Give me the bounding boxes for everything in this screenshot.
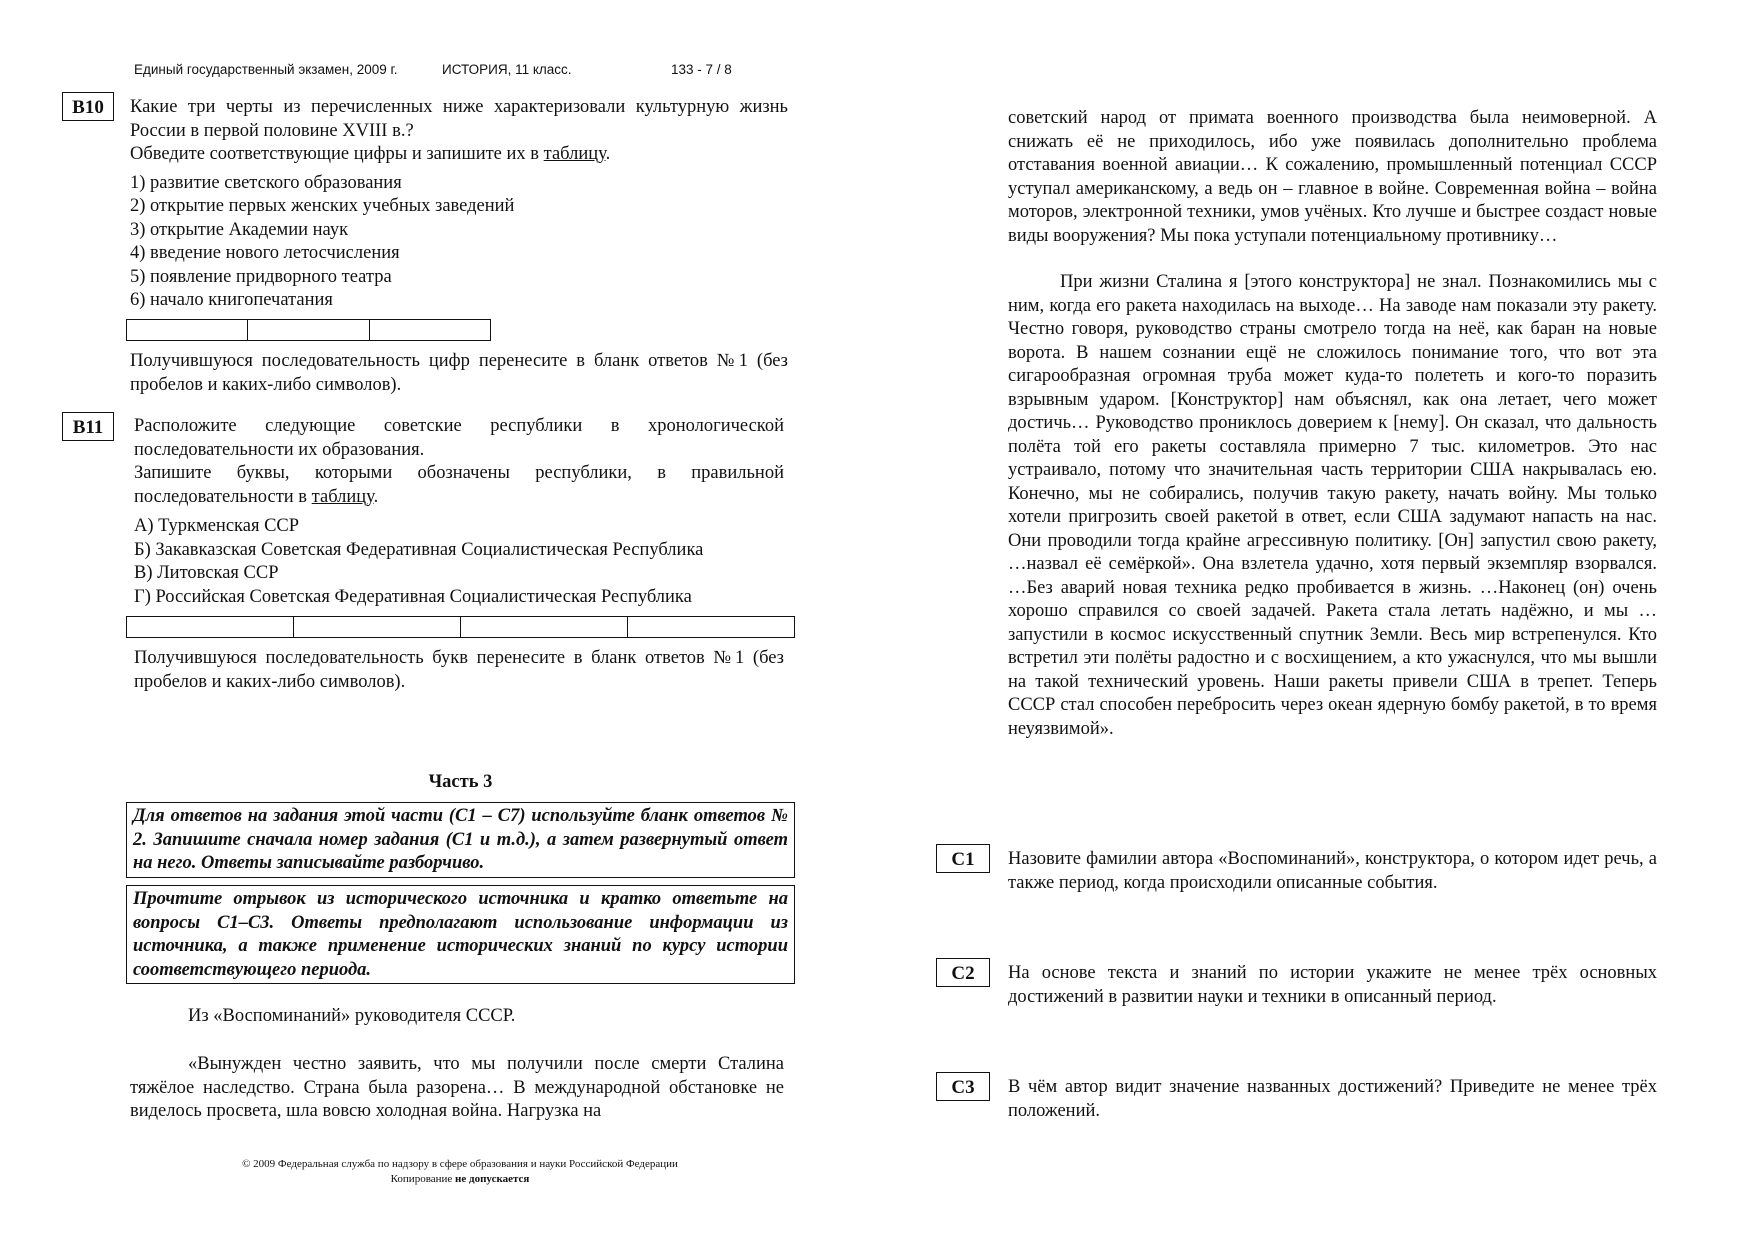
b11-question-text: Расположите следующие советские республики в хронологической последовательности их образования.: [134, 416, 784, 460]
source-text-paragraph-2: При жизни Сталина я [этого конструктора] не знал. Познакомились мы с ним, когда его ракета находилась на выходе… На заводе нам показали эту ракету. Честно говоря, руководство страны смотрело тогда на неё, как баран на новые ворота. В нашем сознании ещё не сложилось понимание того, что вот эта сигарообразная огромная труба может куда-то полететь и кого-то поразить взрывным ударом. [Конструктор] нам объяснял, как она летает, чего может достичь… Руководство прониклось доверием к [нему]. Он сказал, что дальность полёта той его ракеты составляла примерно 7 тыс. километров. Это нас устраивало, потому что значительная часть территории США накрывалась ею. Конечно, мы не собирались, получив такую ракету, начать войну. Мы только хотели пригрозить своей ракетой в ответ, если США задумают напасть на нас. Они проводили тогда крайне агрессивную политику. [Он] запустил свою ракету, …назвал её семёркой». Она взлетела удачно, хотя первый экземпляр взорвался. …Без аварий новая техника редко пробивается в жизнь. …Наконец (он) очень хорошо справился со своей задачей. Ракета стала летать надёжно, и мы …запустили в космос искусственный спутник Земли. Весь мир встрепенулся. Кто встретил эти полёты радостно и с восхищением, а кто ужаснулся, что мы вышли на такой технический уровень. Наши ракеты привели США в трепет. Теперь СССР стал способен перебросить через океан ядерную бомбу ракетой, в то время неуязвимой».: [1008, 272, 1657, 739]
b10-answer-table[interactable]: [126, 319, 491, 341]
footer-copy-prefix: Копирование: [390, 1173, 456, 1185]
c1-question: Назовите фамилии автора «Воспоминаний», конструктора, о котором идет речь, а также период, когда происходили описанные события.: [1008, 849, 1657, 893]
b10-instruction-end: .: [605, 144, 611, 164]
footer-copy-notice: [160, 1172, 760, 1187]
b10-question: [130, 96, 788, 167]
b10-instruction: Обведите соответствующие цифры и запишите их в: [130, 144, 544, 164]
b11-option-a: А) Туркменская ССР: [134, 516, 300, 536]
answer-cell[interactable]: [461, 617, 628, 637]
source-instructions-box: Прочтите отрывок из исторического источника и кратко ответьте на вопросы С1–С3. Ответы предполагают использование информации из источника, а также применение исторических знаний по курсу истории соответствующего периода.: [126, 885, 795, 984]
b11-option-g: Г) Российская Советская Федеративная Социалистическая Республика: [134, 587, 692, 607]
task-tag-c2: C2: [936, 958, 990, 987]
b10-table-link: таблицу: [543, 144, 606, 164]
answer-cell[interactable]: [127, 320, 248, 340]
part3-title: Часть 3: [428, 772, 493, 792]
b10-option-6: 6) начало книгопечатания: [130, 290, 333, 310]
c2-question: На основе текста и знаний по истории укажите не менее трёх основных достижений в развитии науки и техники в описанный период.: [1008, 963, 1657, 1007]
b10-option-3: 3) открытие Академии наук: [130, 220, 349, 240]
task-tag-b10: B10: [62, 92, 114, 121]
exam-title: Единый государственный экзамен, 2009 г.: [134, 62, 398, 77]
footer-copy-bold: не допускается: [455, 1173, 530, 1185]
answer-cell[interactable]: [248, 320, 369, 340]
b11-instruction: Запишите буквы, которыми обозначены республики, в правильной последовательности в: [134, 463, 784, 507]
c3-question: В чём автор видит значение названных достижений? Приведите не менее трёх положений.: [1008, 1077, 1657, 1121]
page-number: 133 - 7 / 8: [671, 62, 732, 77]
answer-cell[interactable]: [370, 320, 490, 340]
b11-option-b: Б) Закавказская Советская Федеративная Социалистическая Республика: [134, 540, 704, 560]
b10-option-2: 2) открытие первых женских учебных заведений: [130, 196, 515, 216]
task-tag-c1: C1: [936, 844, 990, 873]
b11-question: [134, 415, 784, 509]
subject-title: ИСТОРИЯ, 11 класс.: [442, 62, 572, 77]
b10-question-text: Какие три черты из перечисленных ниже характеризовали культурную жизнь России в первой половине XVIII в.?: [130, 97, 788, 141]
task-tag-b11: B11: [62, 412, 114, 441]
b10-option-5: 5) появление придворного театра: [130, 267, 392, 287]
answer-cell[interactable]: [294, 617, 461, 637]
task-tag-c3: C3: [936, 1072, 990, 1101]
part3-instructions-box: Для ответов на задания этой части (С1 – С7) используйте бланк ответов № 2. Запишите сначала номер задания (С1 и т.д.), а затем развернутый ответ на него. Ответы записывайте разборчиво.: [126, 802, 795, 878]
source-text-start: «Вынужден честно заявить, что мы получили после смерти Сталина тяжёлое наследство. Страна была разорена… В международной обстановке не виделось просвета, шла вовсю холодная война. Нагрузка на: [130, 1054, 784, 1121]
b11-table-link: таблицу: [311, 486, 374, 507]
source-text-continued: советский народ от примата военного производства была неимоверной. А снижать её не приходилось, ибо уже появилась дополнительно проблема отставания военной авиации… К сожалению, промышленный потенциал СССР уступал американскому, а ведь он – главное в войне. Современная война – война моторов, электронной техники, умов учёных. Кто лучше и быстрее создаст новые виды вооружения? Мы пока уступали потенциальному противнику…: [1008, 108, 1657, 246]
footer-copyright: © 2009 Федеральная служба по надзору в сфере образования и науки Российской Федерации: [242, 1158, 678, 1170]
b10-option-4: 4) введение нового летосчисления: [130, 243, 400, 263]
b10-note: Получившуюся последовательность цифр перенесите в бланк ответов №1 (без пробелов и каких-либо символов).: [130, 351, 788, 395]
b11-option-v: В) Литовская ССР: [134, 563, 279, 583]
source-title: Из «Воспоминаний» руководителя СССР.: [188, 1006, 516, 1026]
b11-answer-table[interactable]: [126, 616, 795, 638]
answer-cell[interactable]: [127, 617, 294, 637]
answer-cell[interactable]: [628, 617, 794, 637]
footer: [160, 1157, 760, 1187]
b11-instruction-end: .: [373, 486, 379, 507]
b10-option-1: 1) развитие светского образования: [130, 173, 402, 193]
b11-note: Получившуюся последовательность букв перенесите в бланк ответов №1 (без пробелов и каких-либо символов).: [134, 648, 784, 692]
